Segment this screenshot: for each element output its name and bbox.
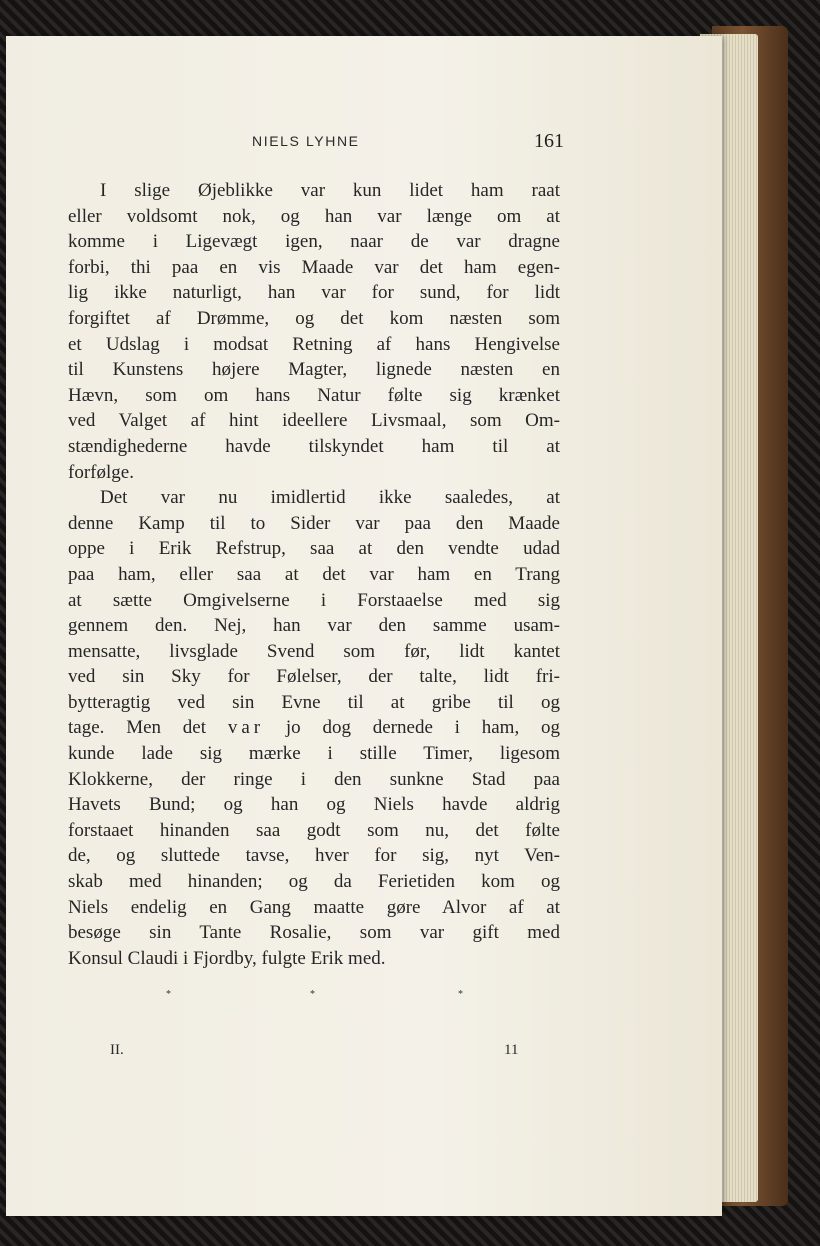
text-line: paa ham, eller saa at det var ham en Trang bbox=[68, 563, 560, 585]
text-line: stændighederne havde tilskyndet ham til at bbox=[68, 435, 560, 457]
text-line: besøge sin Tante Rosalie, som var gift med bbox=[68, 922, 560, 944]
section-ornaments bbox=[6, 989, 722, 1009]
text-line: Niels endelig en Gang maatte gøre Alvor af at bbox=[68, 896, 560, 918]
text-line: et Udslag i modsat Retning af hans Hengivelse bbox=[68, 333, 560, 355]
text-fragment: jo dog dernede i ham, og bbox=[264, 717, 561, 739]
page-number: 161 bbox=[534, 130, 564, 152]
text-line: Det var nu imidlertid ikke saaledes, at bbox=[100, 487, 560, 509]
spaced-emphasis-word: var bbox=[227, 717, 265, 739]
text-line: Konsul Claudi i Fjordby, fulgte Erik med. bbox=[68, 947, 386, 969]
text-line: forgiftet af Drømme, og det kom næsten som bbox=[68, 307, 560, 329]
text-line: forbi, thi paa en vis Maade var det ham egen- bbox=[68, 256, 560, 278]
text-line: de, og sluttede tavse, hver for sig, nyt Ven- bbox=[68, 845, 560, 867]
text-line: forfølge. bbox=[68, 461, 134, 483]
text-line: bytteragtig ved sin Evne til at gribe til og bbox=[68, 691, 560, 713]
text-line: Havets Bund; og han og Niels havde aldrig bbox=[68, 794, 560, 816]
text-line: lig ikke naturligt, han var for sund, for lidt bbox=[68, 282, 560, 304]
text-line: denne Kamp til to Sider var paa den Maade bbox=[68, 512, 560, 534]
text-line: I slige Øjeblikke var kun lidet ham raat bbox=[100, 180, 560, 201]
text-line: mensatte, livsglade Svend som før, lidt kantet bbox=[68, 640, 560, 662]
text-fragment: tage. Men det bbox=[68, 717, 228, 739]
text-line: Hævn, som om hans Natur følte sig krænket bbox=[68, 384, 560, 406]
asterisk-ornament: * bbox=[310, 989, 315, 1000]
signature-number: 11 bbox=[504, 1042, 519, 1058]
body-text bbox=[68, 178, 560, 971]
text-line-emphasis bbox=[68, 715, 560, 741]
running-title: NIELS LYHNE bbox=[252, 133, 360, 149]
text-line: ved sin Sky for Følelser, der talte, lidt fri- bbox=[68, 666, 560, 688]
text-line: Klokkerne, der ringe i den sunkne Stad paa bbox=[68, 768, 560, 790]
text-line: forstaaet hinanden saa godt som nu, det følte bbox=[68, 819, 560, 841]
text-line: oppe i Erik Refstrup, saa at den vendte udad bbox=[68, 538, 560, 560]
page-footer bbox=[6, 1042, 722, 1062]
asterisk-ornament: * bbox=[458, 989, 463, 1000]
running-head bbox=[6, 130, 722, 154]
text-line: ved Valget af hint ideellere Livsmaal, som Om- bbox=[68, 410, 560, 432]
text-line: til Kunstens højere Magter, lignede næsten en bbox=[68, 359, 560, 381]
text-line: eller voldsomt nok, og han var længe om at bbox=[68, 205, 560, 227]
text-line: skab med hinanden; og da Ferietiden kom og bbox=[68, 871, 560, 893]
text-line: gennem den. Nej, han var den samme usam- bbox=[68, 615, 560, 637]
text-line: kunde lade sig mærke i stille Timer, ligesom bbox=[68, 743, 560, 765]
text-line: at sætte Omgivelserne i Forstaaelse med sig bbox=[68, 589, 560, 611]
signature-mark: II. bbox=[110, 1042, 124, 1058]
asterisk-ornament: * bbox=[166, 989, 171, 1000]
book-page bbox=[6, 36, 722, 1216]
text-line: komme i Ligevægt igen, naar de var dragne bbox=[68, 231, 560, 253]
